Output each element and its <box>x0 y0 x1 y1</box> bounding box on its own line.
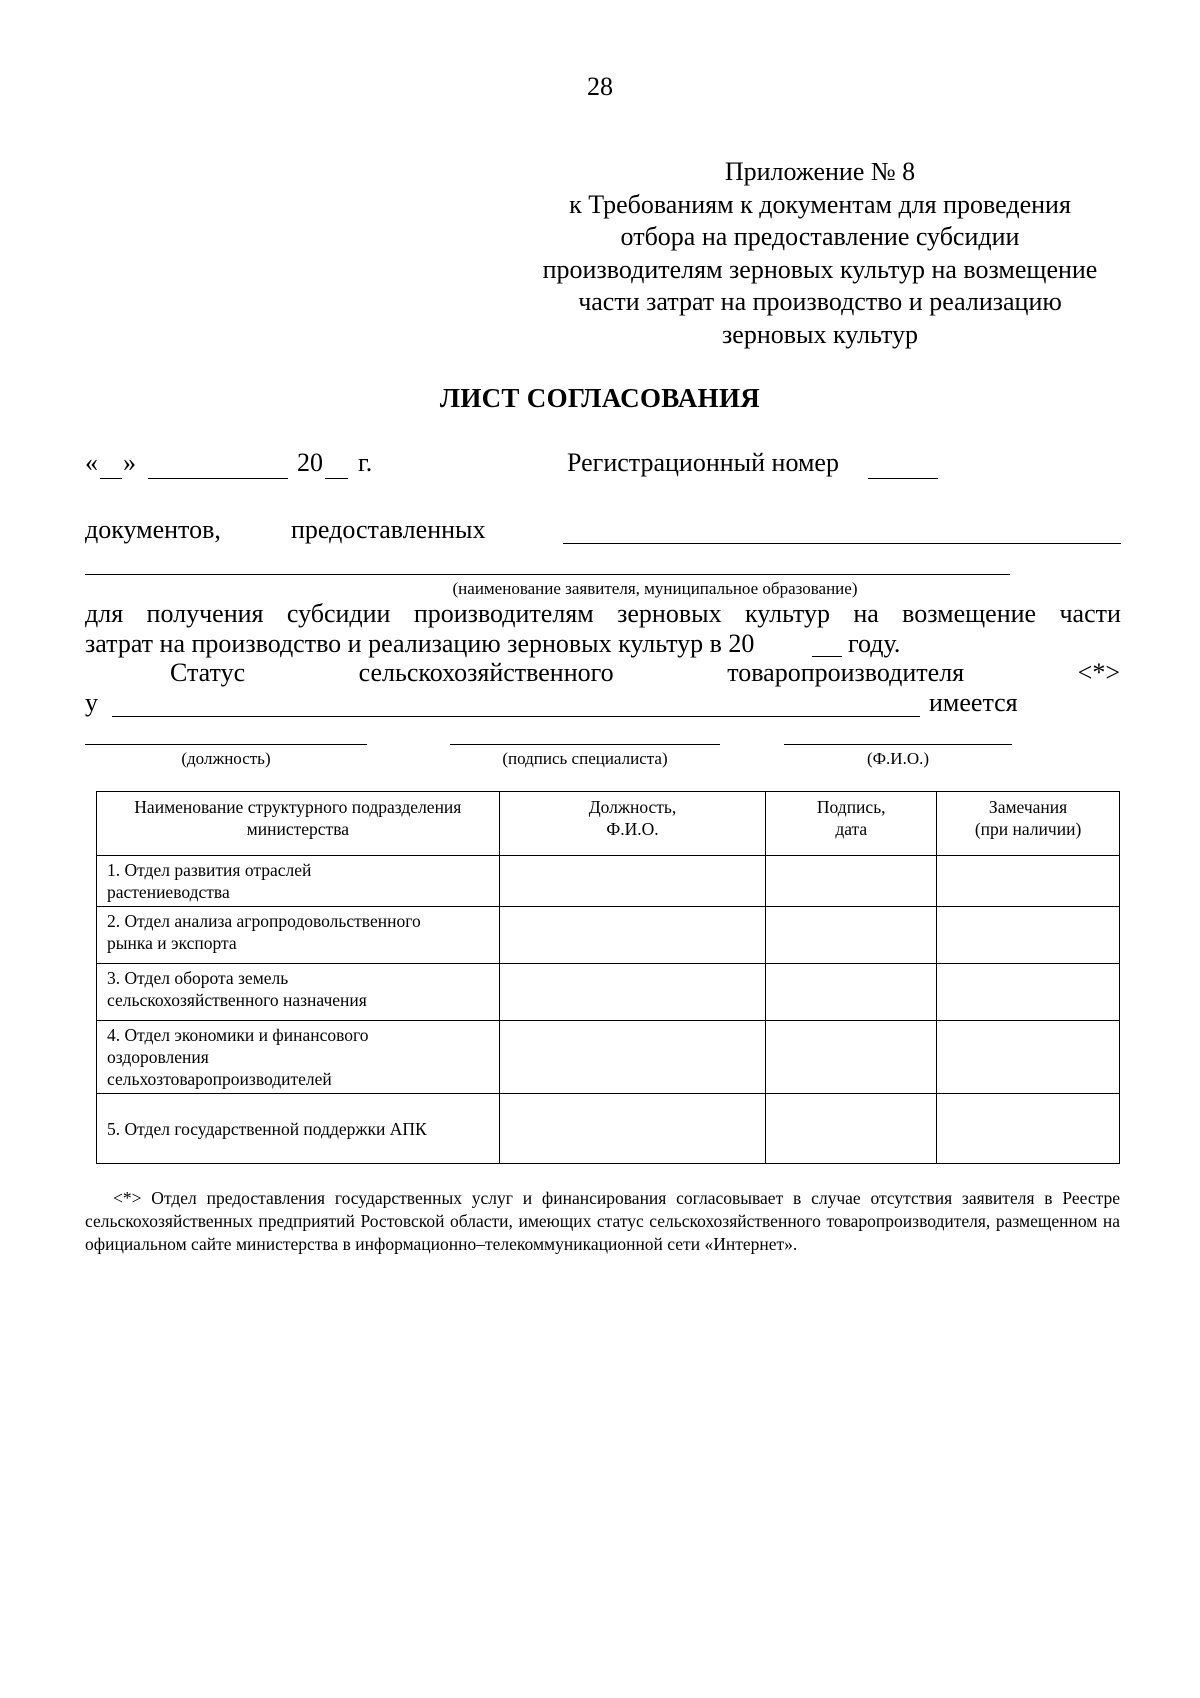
signature-cell[interactable] <box>766 856 937 907</box>
footnote-marker: <*> <box>1077 658 1120 687</box>
fio-caption: (Ф.И.О.) <box>866 749 930 768</box>
status-word: сельскохозяйственного <box>358 658 614 687</box>
document-title: ЛИСТ СОГЛАСОВАНИЯ <box>439 383 761 413</box>
table-row <box>97 907 1120 964</box>
documents-word: документов, <box>85 515 221 544</box>
position-cell[interactable] <box>499 856 766 907</box>
appendix-line: производителям зерновых культур на возмещение <box>542 254 1098 284</box>
position-cell[interactable] <box>499 1094 766 1164</box>
remarks-cell[interactable] <box>937 1094 1120 1164</box>
appendix-line: отбора на предоставление субсидии <box>620 222 1020 251</box>
day-blank <box>100 478 122 479</box>
provided-word: предоставленных <box>291 515 486 544</box>
purpose-word: на <box>853 599 879 628</box>
approval-table <box>96 791 1120 1164</box>
position-caption: (должность) <box>181 749 271 768</box>
applicant-blank-2 <box>85 574 1010 575</box>
position-cell[interactable] <box>499 1021 766 1094</box>
year-blank <box>325 478 348 479</box>
table-row <box>97 1021 1120 1094</box>
department-cell: 4. Отдел экономики и финансового оздоровления сельхозтоваропроизводителей <box>97 1021 500 1094</box>
appendix-line: Приложение № 8 <box>724 157 916 186</box>
registration-blank <box>868 478 938 479</box>
appendix-header <box>505 156 1135 351</box>
purpose-line-2-suffix: году. <box>848 629 901 658</box>
appendix-line: части затрат на производство и реализацию <box>578 287 1062 316</box>
fio-blank <box>784 744 1012 745</box>
registration-label: Регистрационный номер <box>567 448 839 477</box>
year-prefix: 20 <box>297 448 323 477</box>
header-department: Наименование структурного подразделения министерства <box>97 792 500 856</box>
department-cell: 1. Отдел развития отраслей растениеводства <box>97 856 500 907</box>
appendix-line: зерновых культур <box>722 319 918 349</box>
table-row <box>97 856 1120 907</box>
purpose-word: возмещение <box>902 599 1037 628</box>
purpose-word: части <box>1059 599 1121 628</box>
date-quote-close: » <box>123 448 136 477</box>
purpose-word: получения <box>146 599 264 628</box>
footnote: <*> Отдел предоставления государственных услуг и финансирования согласовывает в случае отсутствия заявителя в Реестре сельскохозяйственных предприятий Ростовской области, имеющих статус сельскохозяйственного товаропроизводителя, размещенном на официальном сайте министерства в информационно–телекоммуникационной сети «Интернет». <box>85 1188 1120 1254</box>
remarks-cell[interactable] <box>937 1021 1120 1094</box>
signature-caption: (подпись специалиста) <box>502 749 668 768</box>
position-cell[interactable] <box>499 964 766 1021</box>
purpose-year-blank <box>812 656 842 657</box>
position-cell[interactable] <box>499 907 766 964</box>
status-u: у <box>85 688 98 717</box>
status-word: товаропроизводителя <box>727 658 965 687</box>
remarks-cell[interactable] <box>937 856 1120 907</box>
remarks-cell[interactable] <box>937 964 1120 1021</box>
date-quote-open: « <box>85 448 98 477</box>
table-header-row <box>97 792 1120 856</box>
applicant-blank-1 <box>563 543 1121 544</box>
purpose-word: производителям <box>413 599 594 628</box>
purpose-word: субсидии <box>286 599 391 628</box>
purpose-word: культур <box>744 599 830 628</box>
month-blank <box>148 478 288 479</box>
applicant-caption: (наименование заявителя, муниципальное образование) <box>452 579 858 598</box>
department-cell: 3. Отдел оборота земель сельскохозяйственного назначения <box>97 964 500 1021</box>
signature-cell[interactable] <box>766 1021 937 1094</box>
header-position: Должность, Ф.И.О. <box>499 792 766 856</box>
table-row <box>97 1094 1120 1164</box>
position-blank <box>85 744 367 745</box>
purpose-word: для <box>85 599 124 628</box>
status-has: имеется <box>929 688 1018 717</box>
purpose-line-2: затрат на производство и реализацию зерновых культур в 20 <box>85 629 755 658</box>
remarks-cell[interactable] <box>937 907 1120 964</box>
table-row <box>97 964 1120 1021</box>
header-remarks: Замечания (при наличии) <box>937 792 1120 856</box>
status-word: Статус <box>170 658 246 687</box>
signature-blank <box>450 744 720 745</box>
department-cell: 2. Отдел анализа агропродовольственного рынка и экспорта <box>97 907 500 964</box>
status-line <box>170 658 1120 688</box>
year-suffix: г. <box>358 448 373 477</box>
purpose-word: зерновых <box>617 599 722 628</box>
signature-cell[interactable] <box>766 1094 937 1164</box>
purpose-line-1 <box>85 599 1121 629</box>
page-number: 28 <box>587 72 613 101</box>
department-cell: 5. Отдел государственной поддержки АПК <box>97 1094 500 1164</box>
signature-cell[interactable] <box>766 964 937 1021</box>
header-signature: Подпись, дата <box>766 792 937 856</box>
appendix-line: к Требованиям к документам для проведения <box>569 189 1071 219</box>
status-blank <box>112 716 920 717</box>
signature-cell[interactable] <box>766 907 937 964</box>
